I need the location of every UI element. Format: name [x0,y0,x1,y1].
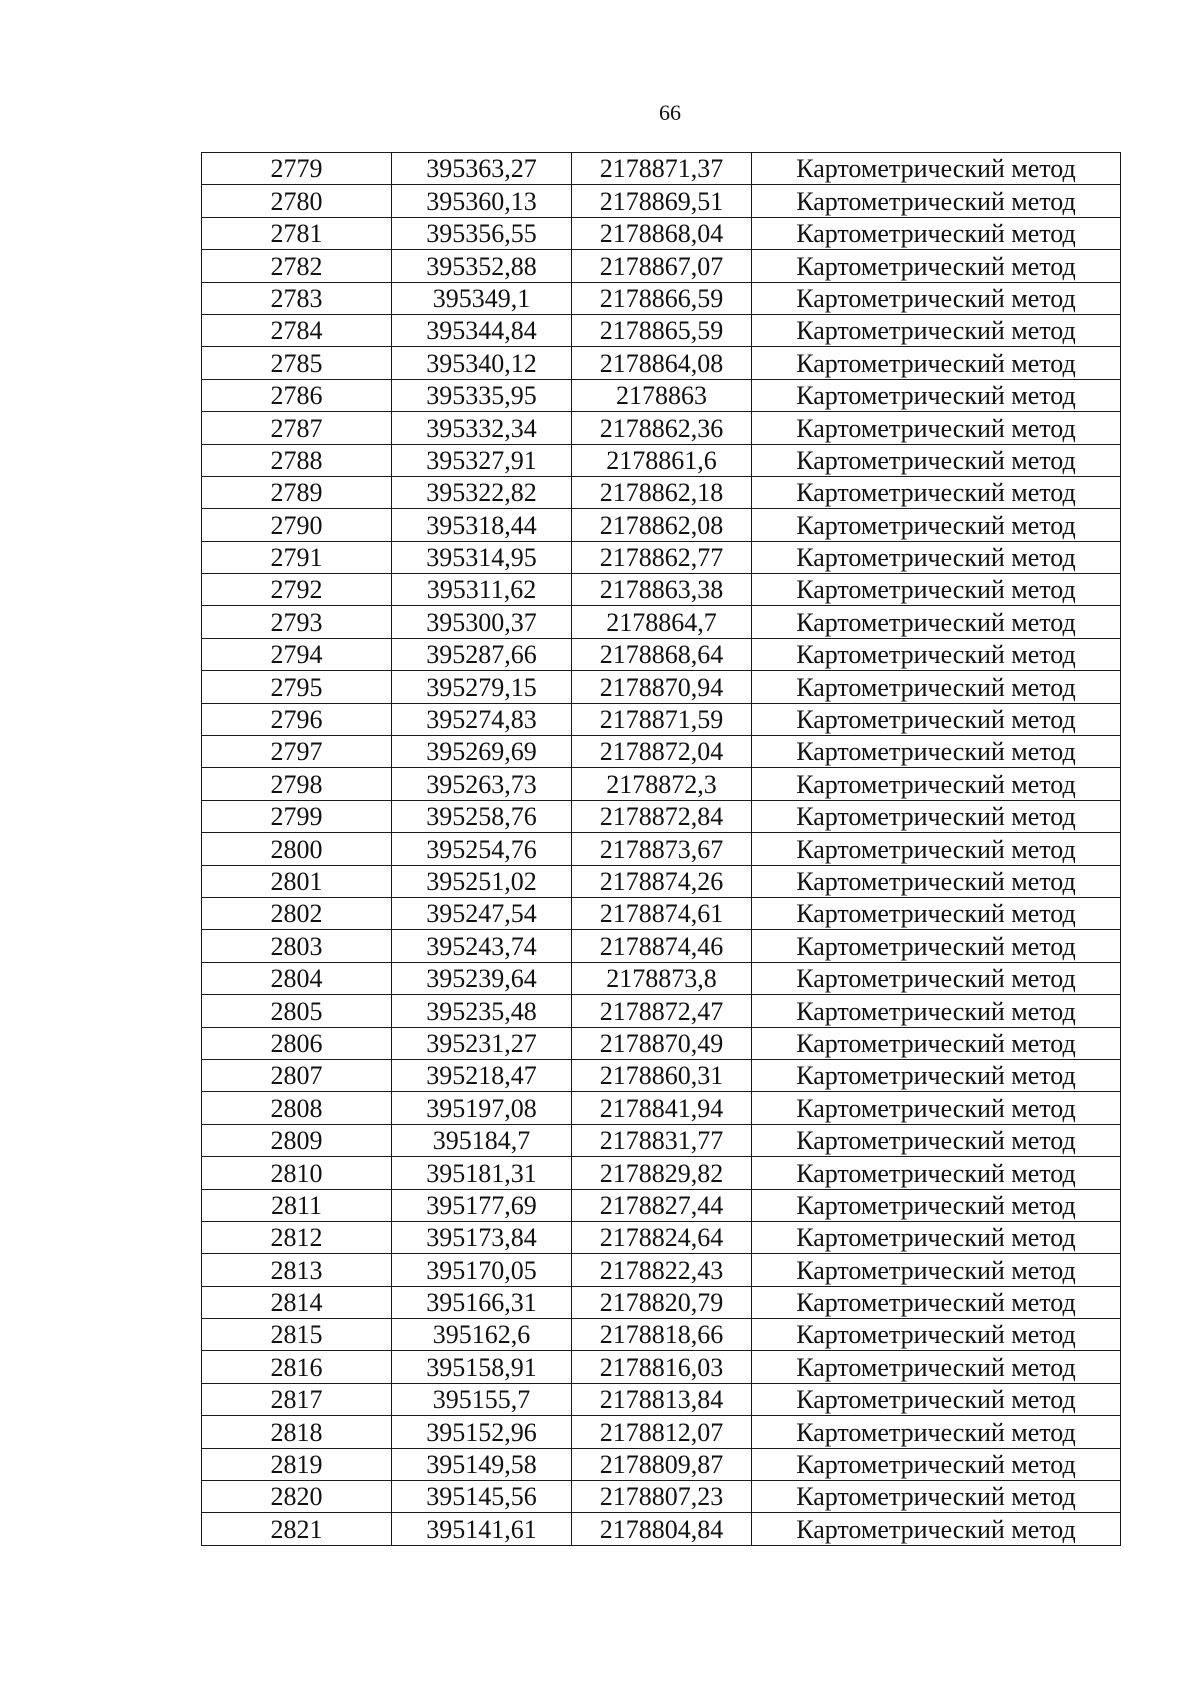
table-row [202,476,1121,508]
method-cell: Картометрический метод [752,671,1121,703]
method-cell: Картометрический метод [752,606,1121,638]
y-coordinate-cell: 2178871,37 [572,153,752,185]
point-number-cell: 2807 [202,1059,392,1091]
table-row [202,833,1121,865]
table-row [202,282,1121,314]
table-row [202,995,1121,1027]
y-coordinate-cell: 2178874,61 [572,897,752,929]
table-row [202,541,1121,573]
method-cell: Картометрический метод [752,800,1121,832]
y-coordinate-cell: 2178824,64 [572,1221,752,1253]
table-row [202,185,1121,217]
method-cell: Картометрический метод [752,476,1121,508]
y-coordinate-cell: 2178868,64 [572,638,752,670]
method-cell: Картометрический метод [752,1221,1121,1253]
x-coordinate-cell: 395231,27 [392,1027,572,1059]
table-row [202,347,1121,379]
y-coordinate-cell: 2178863 [572,379,752,411]
y-coordinate-cell: 2178866,59 [572,282,752,314]
y-coordinate-cell: 2178864,7 [572,606,752,638]
table-row [202,509,1121,541]
y-coordinate-cell: 2178862,36 [572,412,752,444]
point-number-cell: 2817 [202,1383,392,1415]
x-coordinate-cell: 395335,95 [392,379,572,411]
x-coordinate-cell: 395363,27 [392,153,572,185]
table-row [202,1124,1121,1156]
table-row [202,1254,1121,1286]
x-coordinate-cell: 395145,56 [392,1481,572,1513]
x-coordinate-cell: 395300,37 [392,606,572,638]
y-coordinate-cell: 2178861,6 [572,444,752,476]
x-coordinate-cell: 395235,48 [392,995,572,1027]
x-coordinate-cell: 395239,64 [392,962,572,994]
table-row [202,250,1121,282]
method-cell: Картометрический метод [752,412,1121,444]
table-row [202,865,1121,897]
y-coordinate-cell: 2178822,43 [572,1254,752,1286]
y-coordinate-cell: 2178871,59 [572,703,752,735]
point-number-cell: 2793 [202,606,392,638]
x-coordinate-cell: 395269,69 [392,736,572,768]
method-cell: Картометрический метод [752,1059,1121,1091]
x-coordinate-cell: 395251,02 [392,865,572,897]
method-cell: Картометрический метод [752,865,1121,897]
x-coordinate-cell: 395173,84 [392,1221,572,1253]
point-number-cell: 2789 [202,476,392,508]
point-number-cell: 2790 [202,509,392,541]
table-row [202,1221,1121,1253]
method-cell: Картометрический метод [752,153,1121,185]
point-number-cell: 2781 [202,217,392,249]
method-cell: Картометрический метод [752,1416,1121,1448]
x-coordinate-cell: 395332,34 [392,412,572,444]
point-number-cell: 2818 [202,1416,392,1448]
x-coordinate-cell: 395356,55 [392,217,572,249]
point-number-cell: 2802 [202,897,392,929]
table-row [202,606,1121,638]
x-coordinate-cell: 395274,83 [392,703,572,735]
method-cell: Картометрический метод [752,1351,1121,1383]
point-number-cell: 2814 [202,1286,392,1318]
y-coordinate-cell: 2178818,66 [572,1319,752,1351]
y-coordinate-cell: 2178873,67 [572,833,752,865]
x-coordinate-cell: 395170,05 [392,1254,572,1286]
table-row [202,1448,1121,1480]
y-coordinate-cell: 2178870,49 [572,1027,752,1059]
method-cell: Картометрический метод [752,185,1121,217]
y-coordinate-cell: 2178872,04 [572,736,752,768]
y-coordinate-cell: 2178872,84 [572,800,752,832]
method-cell: Картометрический метод [752,1092,1121,1124]
table-row [202,800,1121,832]
x-coordinate-cell: 395158,91 [392,1351,572,1383]
point-number-cell: 2788 [202,444,392,476]
table-row [202,574,1121,606]
y-coordinate-cell: 2178809,87 [572,1448,752,1480]
method-cell: Картометрический метод [752,1481,1121,1513]
x-coordinate-cell: 395166,31 [392,1286,572,1318]
coordinates-table-body [202,153,1121,1546]
method-cell: Картометрический метод [752,1286,1121,1318]
x-coordinate-cell: 395287,66 [392,638,572,670]
method-cell: Картометрический метод [752,1383,1121,1415]
point-number-cell: 2821 [202,1513,392,1545]
y-coordinate-cell: 2178827,44 [572,1189,752,1221]
x-coordinate-cell: 395352,88 [392,250,572,282]
page-number: 66 [659,100,681,125]
method-cell: Картометрический метод [752,250,1121,282]
method-cell: Картометрический метод [752,995,1121,1027]
table-row [202,1189,1121,1221]
point-number-cell: 2820 [202,1481,392,1513]
method-cell: Картометрический метод [752,1254,1121,1286]
point-number-cell: 2779 [202,153,392,185]
y-coordinate-cell: 2178870,94 [572,671,752,703]
point-number-cell: 2803 [202,930,392,962]
x-coordinate-cell: 395279,15 [392,671,572,703]
point-number-cell: 2799 [202,800,392,832]
y-coordinate-cell: 2178862,08 [572,509,752,541]
y-coordinate-cell: 2178831,77 [572,1124,752,1156]
table-row [202,1416,1121,1448]
method-cell: Картометрический метод [752,736,1121,768]
point-number-cell: 2780 [202,185,392,217]
point-number-cell: 2816 [202,1351,392,1383]
point-number-cell: 2812 [202,1221,392,1253]
table-row [202,930,1121,962]
y-coordinate-cell: 2178860,31 [572,1059,752,1091]
point-number-cell: 2786 [202,379,392,411]
method-cell: Картометрический метод [752,444,1121,476]
point-number-cell: 2819 [202,1448,392,1480]
table-row [202,379,1121,411]
method-cell: Картометрический метод [752,314,1121,346]
point-number-cell: 2791 [202,541,392,573]
method-cell: Картометрический метод [752,282,1121,314]
table-row [202,1059,1121,1091]
point-number-cell: 2782 [202,250,392,282]
method-cell: Картометрический метод [752,833,1121,865]
point-number-cell: 2795 [202,671,392,703]
table-row [202,412,1121,444]
table-row [202,1027,1121,1059]
table-row [202,897,1121,929]
x-coordinate-cell: 395360,13 [392,185,572,217]
x-coordinate-cell: 395197,08 [392,1092,572,1124]
x-coordinate-cell: 395344,84 [392,314,572,346]
x-coordinate-cell: 395327,91 [392,444,572,476]
y-coordinate-cell: 2178873,8 [572,962,752,994]
method-cell: Картометрический метод [752,768,1121,800]
x-coordinate-cell: 395149,58 [392,1448,572,1480]
method-cell: Картометрический метод [752,1448,1121,1480]
method-cell: Картометрический метод [752,1027,1121,1059]
method-cell: Картометрический метод [752,703,1121,735]
method-cell: Картометрический метод [752,1513,1121,1545]
method-cell: Картометрический метод [752,1157,1121,1189]
point-number-cell: 2813 [202,1254,392,1286]
method-cell: Картометрический метод [752,1124,1121,1156]
y-coordinate-cell: 2178862,77 [572,541,752,573]
point-number-cell: 2810 [202,1157,392,1189]
y-coordinate-cell: 2178872,3 [572,768,752,800]
x-coordinate-cell: 395152,96 [392,1416,572,1448]
table-row [202,1286,1121,1318]
y-coordinate-cell: 2178812,07 [572,1416,752,1448]
y-coordinate-cell: 2178820,79 [572,1286,752,1318]
method-cell: Картометрический метод [752,509,1121,541]
y-coordinate-cell: 2178872,47 [572,995,752,1027]
x-coordinate-cell: 395340,12 [392,347,572,379]
table-row [202,736,1121,768]
table-row [202,671,1121,703]
y-coordinate-cell: 2178874,26 [572,865,752,897]
y-coordinate-cell: 2178868,04 [572,217,752,249]
method-cell: Картометрический метод [752,897,1121,929]
x-coordinate-cell: 395311,62 [392,574,572,606]
point-number-cell: 2792 [202,574,392,606]
x-coordinate-cell: 395349,1 [392,282,572,314]
y-coordinate-cell: 2178804,84 [572,1513,752,1545]
table-row [202,962,1121,994]
table-row [202,314,1121,346]
x-coordinate-cell: 395254,76 [392,833,572,865]
y-coordinate-cell: 2178863,38 [572,574,752,606]
table-row [202,1481,1121,1513]
y-coordinate-cell: 2178867,07 [572,250,752,282]
method-cell: Картометрический метод [752,1189,1121,1221]
point-number-cell: 2815 [202,1319,392,1351]
method-cell: Картометрический метод [752,638,1121,670]
point-number-cell: 2800 [202,833,392,865]
table-row [202,1092,1121,1124]
y-coordinate-cell: 2178869,51 [572,185,752,217]
table-row [202,1513,1121,1545]
point-number-cell: 2804 [202,962,392,994]
x-coordinate-cell: 395177,69 [392,1189,572,1221]
method-cell: Картометрический метод [752,217,1121,249]
x-coordinate-cell: 395243,74 [392,930,572,962]
x-coordinate-cell: 395263,73 [392,768,572,800]
y-coordinate-cell: 2178816,03 [572,1351,752,1383]
point-number-cell: 2783 [202,282,392,314]
point-number-cell: 2808 [202,1092,392,1124]
x-coordinate-cell: 395322,82 [392,476,572,508]
point-number-cell: 2794 [202,638,392,670]
y-coordinate-cell: 2178841,94 [572,1092,752,1124]
table-row [202,1319,1121,1351]
x-coordinate-cell: 395184,7 [392,1124,572,1156]
table-row [202,638,1121,670]
table-row [202,1351,1121,1383]
point-number-cell: 2796 [202,703,392,735]
point-number-cell: 2809 [202,1124,392,1156]
point-number-cell: 2811 [202,1189,392,1221]
y-coordinate-cell: 2178813,84 [572,1383,752,1415]
point-number-cell: 2785 [202,347,392,379]
y-coordinate-cell: 2178865,59 [572,314,752,346]
method-cell: Картометрический метод [752,541,1121,573]
point-number-cell: 2797 [202,736,392,768]
point-number-cell: 2805 [202,995,392,1027]
coordinates-table [201,152,1121,1546]
point-number-cell: 2806 [202,1027,392,1059]
table-row [202,1157,1121,1189]
table-row [202,444,1121,476]
y-coordinate-cell: 2178864,08 [572,347,752,379]
table-row [202,768,1121,800]
method-cell: Картометрический метод [752,930,1121,962]
point-number-cell: 2784 [202,314,392,346]
table-row [202,217,1121,249]
method-cell: Картометрический метод [752,1319,1121,1351]
x-coordinate-cell: 395258,76 [392,800,572,832]
x-coordinate-cell: 395218,47 [392,1059,572,1091]
table-row [202,153,1121,185]
x-coordinate-cell: 395162,6 [392,1319,572,1351]
table-row [202,1383,1121,1415]
x-coordinate-cell: 395181,31 [392,1157,572,1189]
method-cell: Картометрический метод [752,962,1121,994]
y-coordinate-cell: 2178829,82 [572,1157,752,1189]
method-cell: Картометрический метод [752,347,1121,379]
y-coordinate-cell: 2178862,18 [572,476,752,508]
point-number-cell: 2798 [202,768,392,800]
x-coordinate-cell: 395318,44 [392,509,572,541]
x-coordinate-cell: 395314,95 [392,541,572,573]
table-row [202,703,1121,735]
method-cell: Картометрический метод [752,379,1121,411]
point-number-cell: 2787 [202,412,392,444]
x-coordinate-cell: 395141,61 [392,1513,572,1545]
y-coordinate-cell: 2178874,46 [572,930,752,962]
method-cell: Картометрический метод [752,574,1121,606]
x-coordinate-cell: 395247,54 [392,897,572,929]
point-number-cell: 2801 [202,865,392,897]
x-coordinate-cell: 395155,7 [392,1383,572,1415]
y-coordinate-cell: 2178807,23 [572,1481,752,1513]
